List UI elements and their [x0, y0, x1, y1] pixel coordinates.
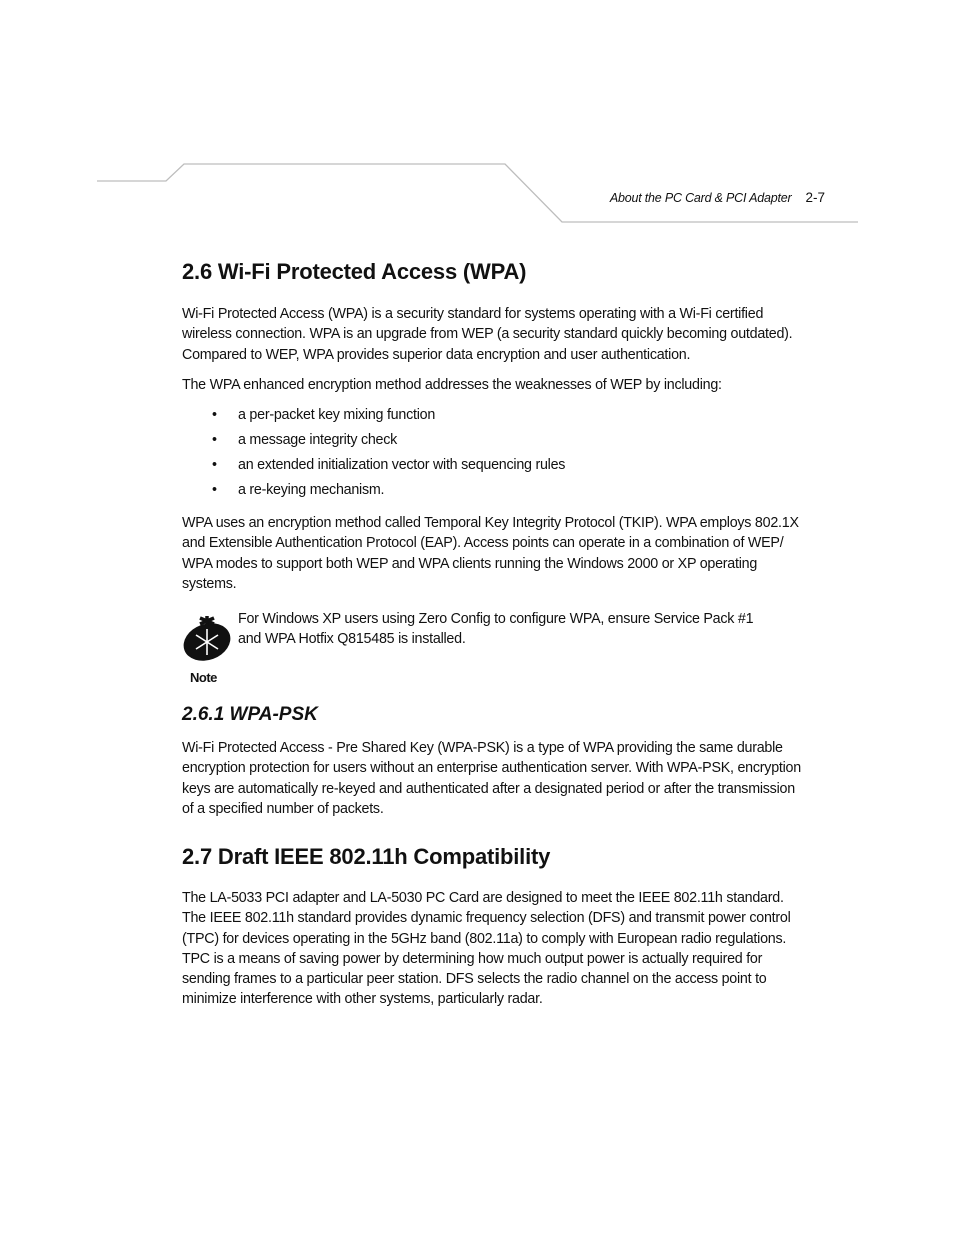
paragraph-wpa-method: The WPA enhanced encryption method addresses the weaknesses of WEP by including: — [182, 377, 722, 393]
paragraph — [182, 888, 802, 1010]
list-item: • a re-keying mechanism. — [212, 482, 385, 498]
running-header — [560, 190, 825, 205]
paragraph — [182, 738, 802, 819]
paragraph-wpa-psk: Wi-Fi Protected Access - Pre Shared Key (WPA-PSK) is a type of WPA providing the same durable encryption protection for users without an enterprise authentication server. With WPA-PSK, encryption keys are automatically re-keyed and authenticated after a designated period or after the transmission of a specified number of packets. — [182, 740, 801, 817]
paragraph-wpa-intro: Wi-Fi Protected Access (WPA) is a security standard for systems operating with a Wi-Fi certified wireless connection. WPA is an upgrade from WEP (a security standard quickly becoming outdated). Compared to WEP, WPA provides superior data encryption and user authentication. — [182, 306, 793, 363]
list-item: • an extended initialization vector with sequencing rules — [212, 457, 566, 473]
section-2-6-1 — [182, 704, 802, 726]
subsection-heading: 2.6.1 WPA-PSK — [182, 704, 318, 725]
header-title: About the PC Card & PCI Adapter — [609, 191, 792, 205]
note-text: For Windows XP users using Zero Config to configure WPA, ensure Service Pack #1 and WPA Hotfix Q815485 is installed. — [238, 611, 754, 648]
page-number: 2-7 — [805, 190, 825, 205]
list-item: • a message integrity check — [212, 432, 398, 448]
section-2-7 — [182, 844, 802, 870]
section-heading: 2.7 Draft IEEE 802.11h Compatibility — [182, 844, 551, 869]
paragraph-tkip: WPA uses an encryption method called Temporal Key Integrity Protocol (TKIP). WPA employs 802.1X and Extensible Authentication Protocol (EAP). Access points can operate in a combination of WEP/ WPA modes to support both WEP and WPA clients running the Windows 2000 or XP operating systems. — [182, 515, 799, 592]
paragraph — [182, 304, 802, 365]
section-2-6 — [182, 259, 802, 285]
note-box — [238, 609, 758, 650]
note-label: Note — [190, 670, 217, 685]
bullet-list — [182, 403, 802, 503]
paragraph-80211h: The LA-5033 PCI adapter and LA-5030 PC Card are designed to meet the IEEE 802.11h standard. The IEEE 802.11h standard provides dynamic frequency selection (DFS) and transmit power control (TPC) for devices operating in the 5GHz band (802.11a) to comply with European radio regulations. TPC is a means of saving power by determining how much output power is actually required for sending frames to a particular peer station. DFS selects the radio channel on the access point to minimize interference with other systems, particularly radar. — [182, 890, 791, 1008]
paragraph — [182, 375, 802, 395]
paragraph — [182, 513, 802, 594]
section-heading: 2.6 Wi-Fi Protected Access (WPA) — [182, 259, 527, 284]
list-item: • a per-packet key mixing function — [212, 407, 436, 423]
